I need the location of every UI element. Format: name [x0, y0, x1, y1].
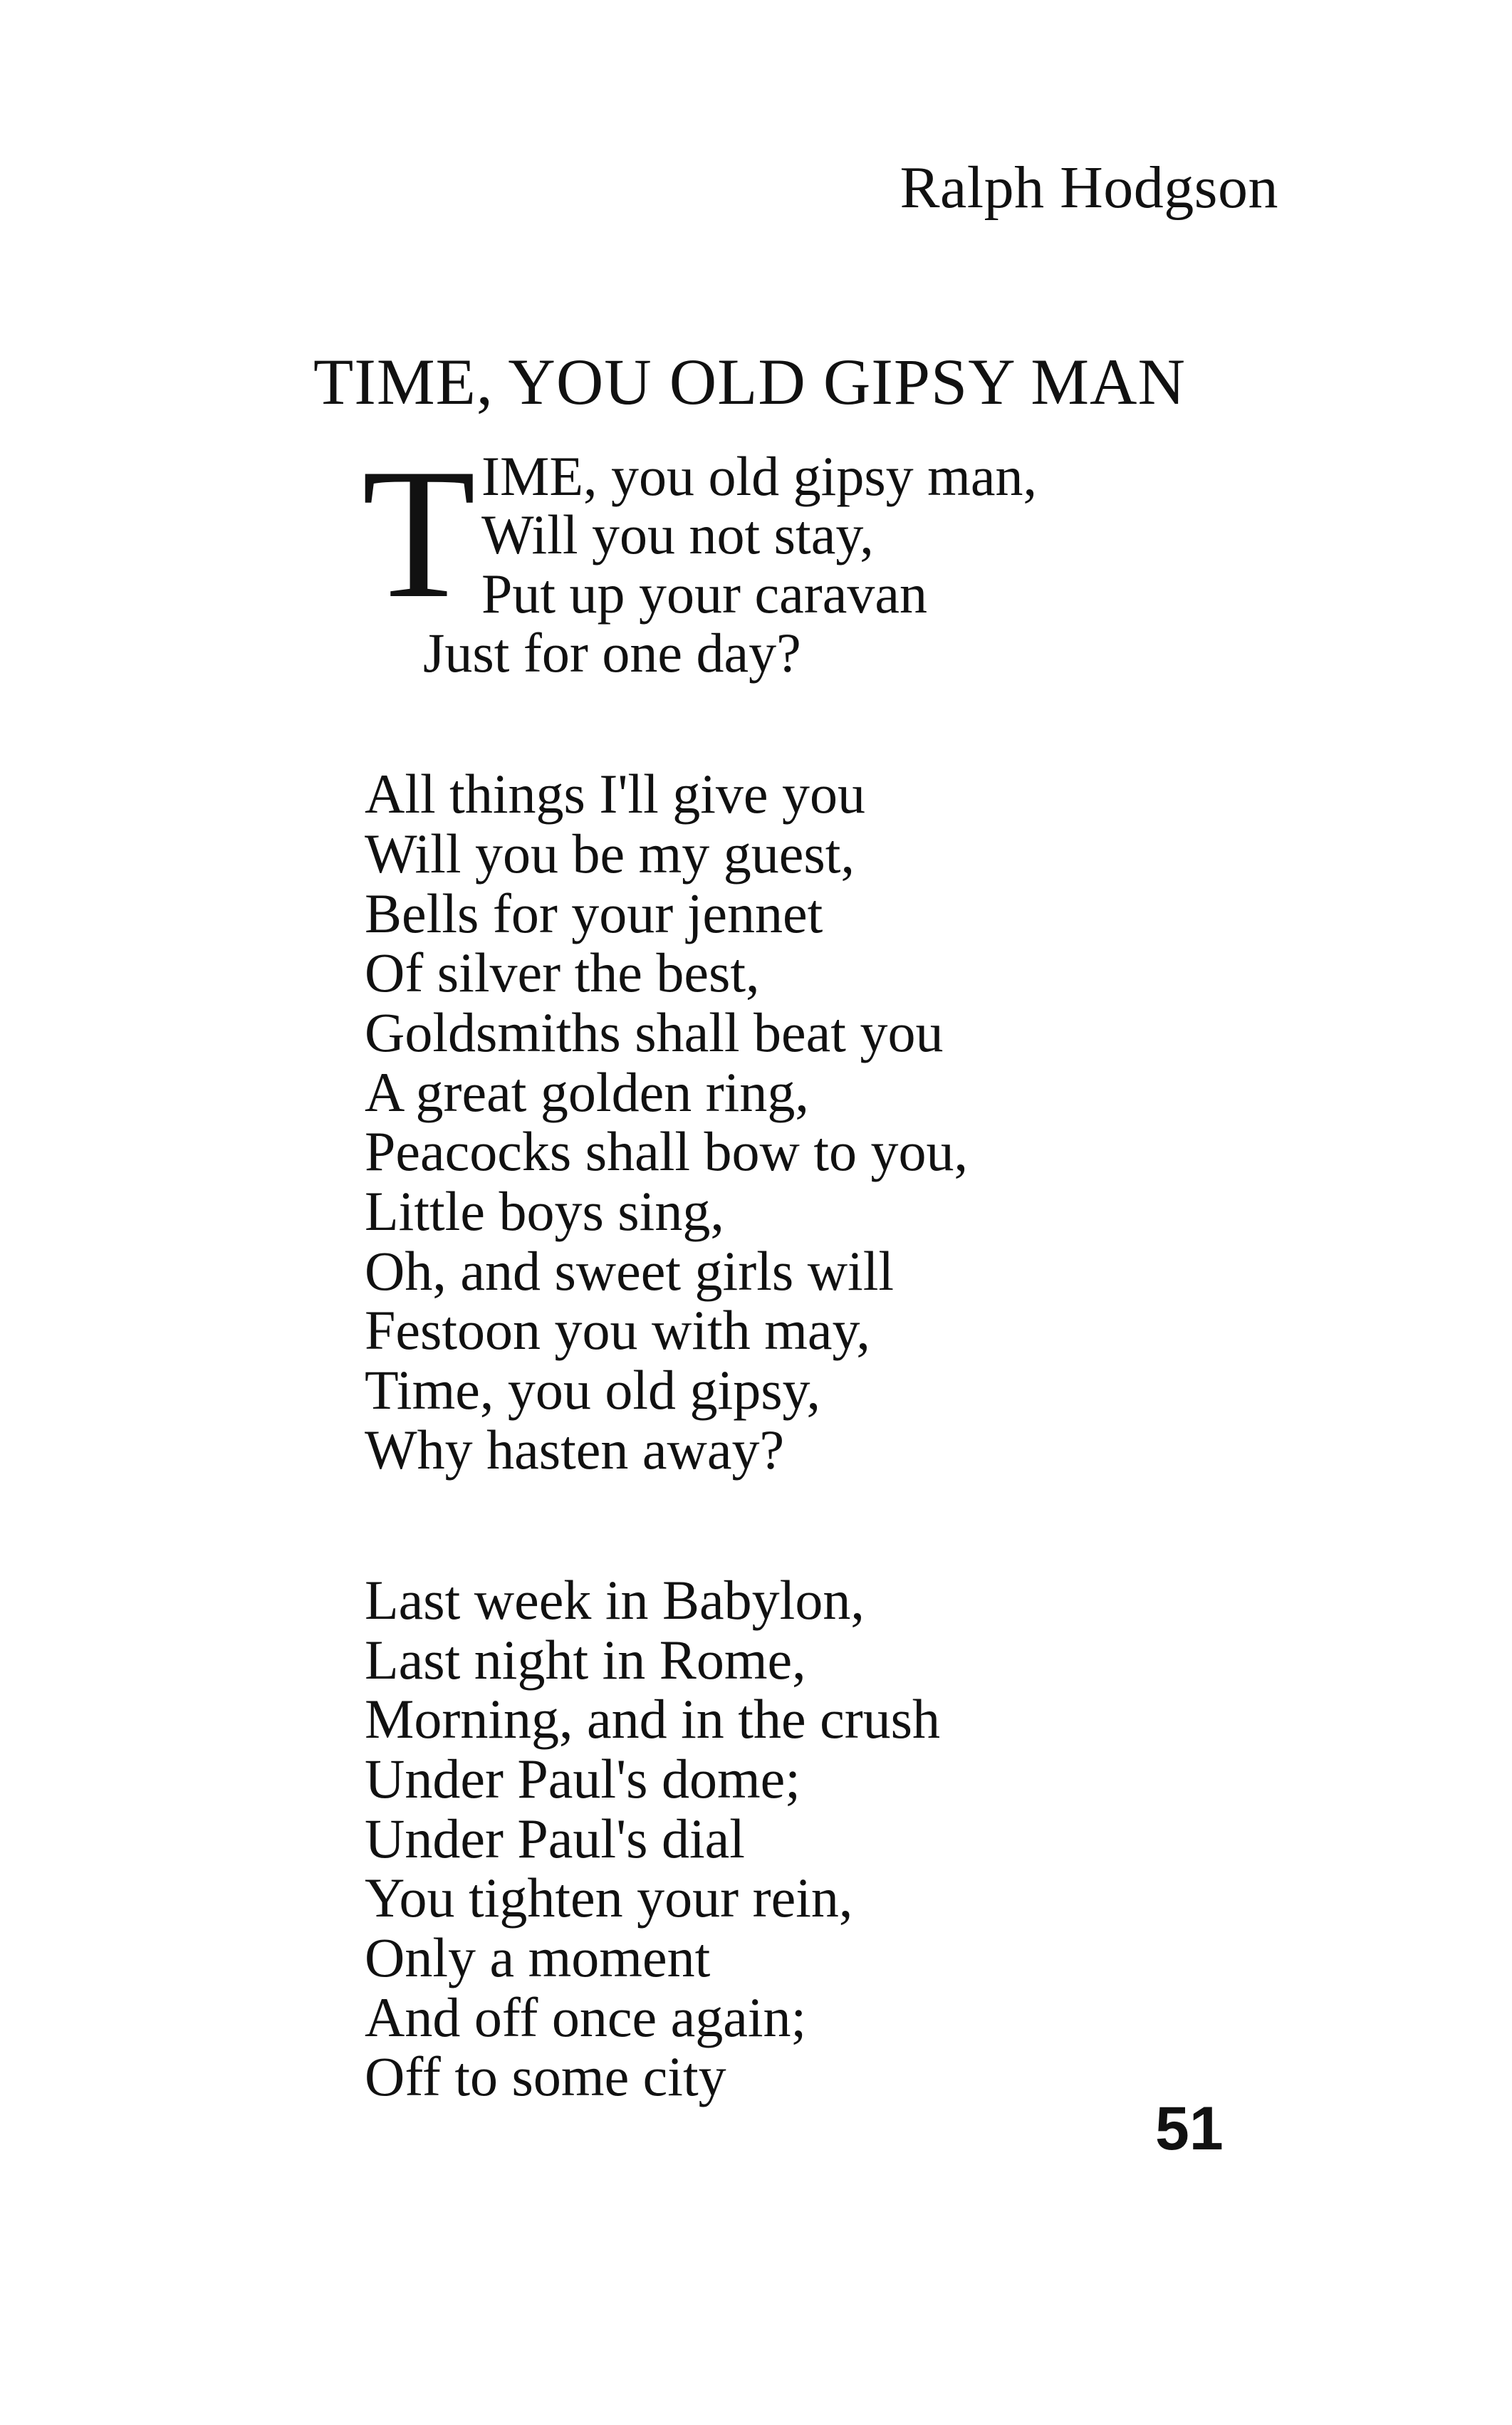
poem-line: Off to some city — [365, 2045, 726, 2107]
poem-line: Little boys sing, — [365, 1180, 724, 1242]
poem-line: You tighten your rein, — [365, 1867, 853, 1929]
drop-cap: T — [362, 430, 476, 637]
poem-line: Goldsmiths shall beat you — [365, 1001, 944, 1063]
poem-line: Will you be my guest, — [365, 823, 855, 885]
poem-line: Morning, and in the crush — [365, 1688, 941, 1750]
poem-line: Only a moment — [365, 1926, 711, 1988]
poem-line: Just for one day? — [423, 622, 801, 684]
poem-line: Festoon you with may, — [365, 1299, 870, 1361]
poem-line: All things I'll give you — [365, 763, 866, 825]
poem-line: Time, you old gipsy, — [365, 1359, 820, 1421]
poem-line: Last week in Babylon, — [365, 1569, 865, 1631]
poem-line: Oh, and sweet girls will — [365, 1240, 895, 1302]
poem-title: TIME, YOU OLD GIPSY MAN — [313, 345, 1186, 418]
poem-line: Will you not stay, — [481, 504, 874, 565]
poem-line: Put up your caravan — [481, 563, 927, 625]
poem-line: Why hasten away? — [365, 1419, 785, 1481]
poem-line: Under Paul's dial — [365, 1808, 745, 1869]
page-number: 51 — [1155, 2095, 1224, 2163]
poem-line: Peacocks shall bow to you, — [365, 1120, 969, 1182]
poem-line: Bells for your jennet — [365, 882, 823, 944]
poem-line: And off once again; — [365, 1986, 807, 2048]
poem-line: Last night in Rome, — [365, 1629, 806, 1691]
poem-line: IME, you old gipsy man, — [481, 445, 1037, 507]
poem-line: A great golden ring, — [365, 1061, 809, 1123]
running-head: Ralph Hodgson — [900, 155, 1278, 221]
poem-line: Of silver the best, — [365, 942, 760, 1003]
poem-line: Under Paul's dome; — [365, 1748, 801, 1810]
